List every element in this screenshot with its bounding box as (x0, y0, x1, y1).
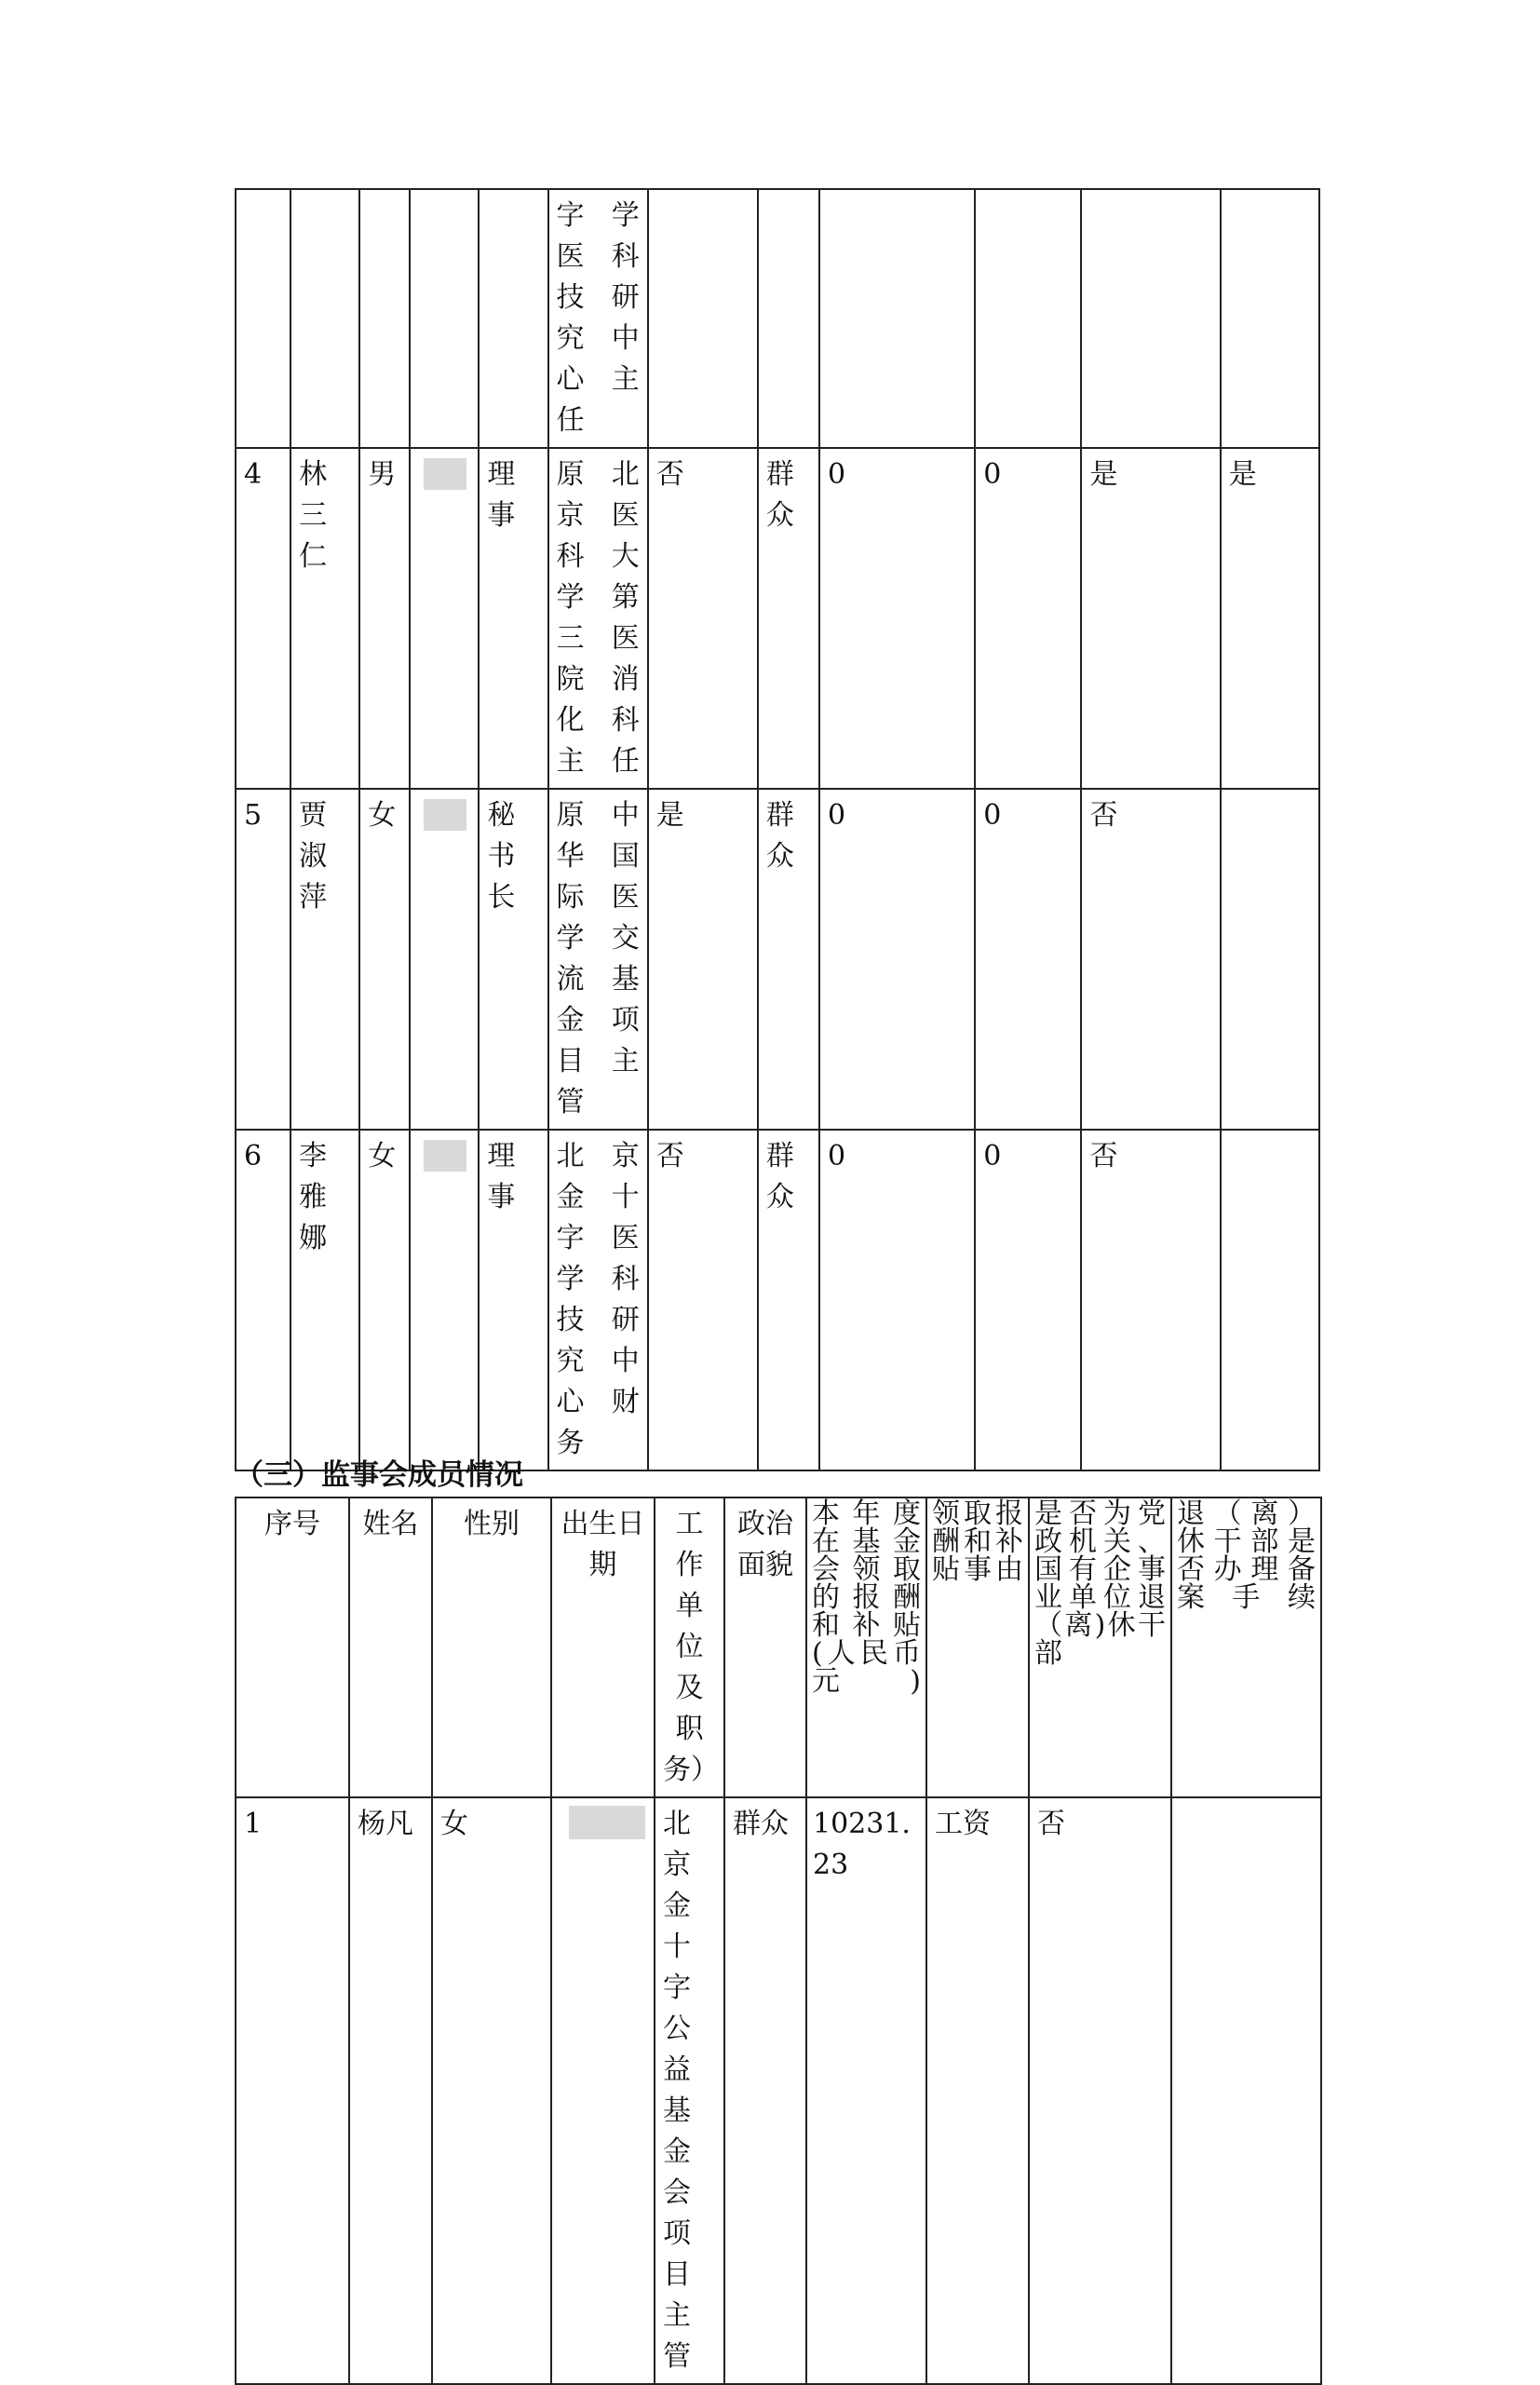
cell-birth (551, 1797, 655, 2384)
cell-political: 群众 (724, 1797, 806, 2384)
cell-p1: 否 (648, 1130, 758, 1470)
cell-name: 李雅娜 (290, 1130, 359, 1470)
cell-filed (1171, 1797, 1321, 2384)
cell-pay: 0 (819, 1130, 975, 1470)
cell-filed: 是 (1221, 448, 1319, 789)
cell-name: 贾淑萍 (290, 789, 359, 1130)
header-political: 政治面貌 (724, 1497, 806, 1797)
cell-retired: 否 (1081, 1130, 1220, 1470)
section-title: （三）监事会成员情况 (235, 1458, 523, 1492)
cell-gender: 女 (432, 1797, 551, 2384)
cell-no (236, 189, 290, 448)
cell-retired (1081, 189, 1220, 448)
cell-unit: 北京金十字医学科技研究中心财务 (548, 1130, 648, 1470)
table-header-row (236, 1497, 1321, 1797)
header-retired: 是否为党政机关、国有企事业单位退（离)休干部 (1029, 1497, 1171, 1797)
header-pay: 本年度在基金会领取的报酬和补贴(人民币元) (806, 1497, 926, 1797)
table-row (236, 1130, 1319, 1470)
header-filed: 退（离）休干部是否办理备案手续 (1171, 1497, 1321, 1797)
cell-birth (410, 189, 479, 448)
table-row (236, 789, 1319, 1130)
cell-political: 群众 (758, 1130, 819, 1470)
header-unit: 工作单位及职务） (655, 1497, 724, 1797)
cell-retired: 否 (1029, 1797, 1171, 2384)
cell-subsidy (975, 189, 1081, 448)
cell-gender: 女 (359, 789, 410, 1130)
table-row (236, 1797, 1321, 2384)
cell-birth (410, 448, 479, 789)
cell-unit: 原中华国际医学交流基金项目主管 (548, 789, 648, 1130)
cell-role: 理事 (479, 448, 547, 789)
cell-no: 6 (236, 1130, 290, 1470)
cell-unit: 字学医科技研究中心主任 (548, 189, 648, 448)
redacted-birthdate (424, 1140, 466, 1172)
cell-gender (359, 189, 410, 448)
cell-subsidy: 0 (975, 1130, 1081, 1470)
cell-filed (1221, 189, 1319, 448)
cell-no: 1 (236, 1797, 349, 2384)
table-row (236, 189, 1319, 448)
cell-pay: 10231.23 (806, 1797, 926, 2384)
cell-unit: 北京金十字公益基金会项目主管 (655, 1797, 724, 2384)
cell-political: 群众 (758, 448, 819, 789)
redacted-birthdate (424, 458, 466, 490)
cell-p1: 是 (648, 789, 758, 1130)
cell-pay (819, 189, 975, 448)
cell-role: 理事 (479, 1130, 547, 1470)
cell-no: 5 (236, 789, 290, 1130)
cell-political: 群众 (758, 789, 819, 1130)
cell-pay: 0 (819, 789, 975, 1130)
cell-gender: 男 (359, 448, 410, 789)
redacted-birthdate (569, 1806, 645, 1839)
cell-p1: 否 (648, 448, 758, 789)
header-pay-reason: 领取报酬和补贴事由 (926, 1497, 1029, 1797)
cell-role: 秘书长 (479, 789, 547, 1130)
table-row (236, 448, 1319, 789)
cell-birth (410, 789, 479, 1130)
cell-name: 林三仁 (290, 448, 359, 789)
cell-name (290, 189, 359, 448)
header-no: 序号 (236, 1497, 349, 1797)
cell-political (758, 189, 819, 448)
cell-subsidy: 0 (975, 448, 1081, 789)
header-gender: 性别 (432, 1497, 551, 1797)
board-members-table (235, 188, 1320, 1471)
cell-role (479, 189, 547, 448)
supervisors-table (235, 1497, 1322, 2385)
cell-no: 4 (236, 448, 290, 789)
cell-gender: 女 (359, 1130, 410, 1470)
cell-subsidy: 0 (975, 789, 1081, 1130)
cell-unit: 原北京医科大学第三医院消化科主任 (548, 448, 648, 789)
cell-pay-reason: 工资 (926, 1797, 1029, 2384)
cell-pay: 0 (819, 448, 975, 789)
cell-retired: 是 (1081, 448, 1220, 789)
cell-birth (410, 1130, 479, 1470)
cell-filed (1221, 1130, 1319, 1470)
cell-retired: 否 (1081, 789, 1220, 1130)
header-name: 姓名 (349, 1497, 432, 1797)
cell-p1 (648, 189, 758, 448)
redacted-birthdate (424, 799, 466, 831)
cell-name: 杨凡 (349, 1797, 432, 2384)
cell-filed (1221, 789, 1319, 1130)
header-birth: 出生日期 (551, 1497, 655, 1797)
